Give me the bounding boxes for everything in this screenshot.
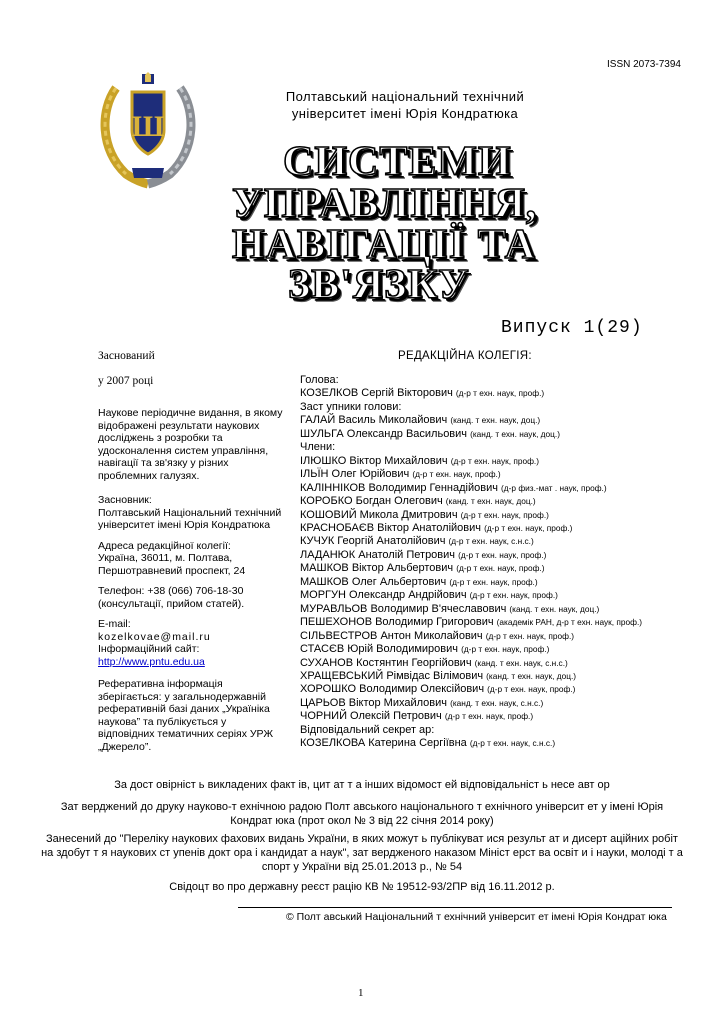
board-member-row bbox=[300, 482, 720, 495]
member-degree: (канд. т ехн. наук, доц.) bbox=[445, 496, 536, 507]
member-name: СТАСЄВ Юрій Володимирович bbox=[300, 643, 459, 656]
founder-text: Полтавський Національний технічний університет імені Юрія Кондратюка bbox=[98, 506, 282, 531]
member-name: СУХАНОВ Костянтин Георгійович bbox=[300, 656, 472, 669]
member-name: МОРГУН Олександр Андрійович bbox=[300, 589, 467, 602]
svg-text:Ш: Ш bbox=[131, 110, 165, 143]
head-label: Голова: bbox=[300, 374, 339, 386]
member-name: КОШОВИЙ Микола Дмитрович bbox=[300, 508, 458, 521]
journal-title-line3: НАВІГАЦІЇ ТА bbox=[232, 222, 536, 268]
member-name: ЦАРЬОВ Віктор Михайлович bbox=[300, 696, 447, 709]
reference-info: Реферативна інформація зберігається: у загальнодержавній реферативній базі даних „Україніка наукова” та публікується у відповідних тематичних серіях УРЖ „Джерело”. bbox=[98, 678, 274, 753]
page-number: 1 bbox=[358, 987, 364, 999]
member-degree: (д-р т ехн. наук, проф.) bbox=[444, 711, 534, 722]
member-name: ХРАЩЕВСЬКИЙ Рімвідас Вілімович bbox=[300, 669, 484, 682]
member-degree: (д-р т ехн. наук, проф.) bbox=[487, 684, 576, 695]
site-link[interactable]: http://www.pntu.edu.ua bbox=[98, 655, 205, 668]
member-name: ЧОРНИЙ Олексій Петрович bbox=[300, 710, 442, 723]
member-name: КРАСНОБАЄВ Віктор Анатолійович bbox=[300, 521, 482, 534]
address-text: Україна, 36011, м. Полтава, Першотравневий проспект, 24 bbox=[98, 552, 246, 577]
member-degree: (д-р т ехн. наук, проф.) bbox=[485, 630, 575, 641]
board-member-row bbox=[300, 683, 720, 696]
board-member-row bbox=[300, 697, 720, 710]
members-label: Члени: bbox=[300, 441, 336, 454]
member-degree: (д-р т ехн. наук, проф.) bbox=[455, 388, 545, 399]
university-name bbox=[250, 88, 560, 122]
member-degree: (д-р т ехн. наук, проф.) bbox=[460, 509, 549, 520]
address-label: Адреса редакційної колегії: bbox=[98, 539, 231, 552]
board-member-row bbox=[300, 562, 720, 575]
university-name-line1: Полтавський національний технічний bbox=[285, 89, 525, 104]
deputies-list bbox=[300, 414, 720, 441]
member-degree: (д-р т ехн. наук, проф.) bbox=[461, 644, 550, 655]
member-degree: (канд. т ехн. наук, доц.) bbox=[450, 415, 541, 426]
journal-description: Наукове періодичне видання, в якому відображені результати наукових досліджень з розробки та удосконалення систем управління, навігації та зв'язку у різних проблемних галузях. bbox=[98, 407, 283, 482]
member-name: ГАЛАЙ Василь Миколайович bbox=[300, 414, 448, 427]
member-name: КАЛІННІКОВ Володимир Геннадійович bbox=[300, 481, 498, 494]
university-name-line2: університет імені Юрія Кондратюка bbox=[291, 106, 519, 121]
left-info-column bbox=[98, 350, 283, 753]
journal-title-line2: УПРАВЛІННЯ, bbox=[232, 181, 538, 227]
issue-number: Випуск 1(29) bbox=[501, 318, 643, 338]
member-degree: (канд. т ехн. наук, с.н.с.) bbox=[450, 697, 544, 708]
member-degree: (д-р т ехн. наук, проф.) bbox=[450, 455, 539, 466]
board-member-row bbox=[300, 576, 720, 589]
issn-number: ISSN 2073-7394 bbox=[607, 59, 681, 70]
editorial-board-title: РЕДАКЦІЙНА КОЛЕГІЯ: bbox=[398, 350, 532, 362]
member-degree: (д-р т ехн. наук, с.н.с.) bbox=[448, 536, 534, 547]
member-name: ХОРОШКО Володимир Олексійович bbox=[300, 683, 485, 696]
deputies-label: Заст упники голови: bbox=[300, 400, 402, 413]
university-emblem bbox=[96, 70, 200, 190]
member-degree: (канд. т ехн. наук, с.н.с.) bbox=[474, 657, 568, 668]
board-member-row bbox=[300, 509, 720, 522]
email-address[interactable]: kozelkovae@mail.ru bbox=[98, 630, 211, 643]
board-member-row bbox=[300, 589, 720, 602]
registration-certificate: Свідоцт во про державну реєст рацію КВ № 19512-93/2ПР від 16.11.2012 р. bbox=[169, 881, 555, 893]
phone-text: Телефон: +38 (066) 706-18-30 (консультації, прийом статей). bbox=[98, 585, 245, 610]
board-member-row bbox=[300, 428, 720, 441]
board-member-row bbox=[300, 455, 720, 468]
editorial-board-list bbox=[300, 374, 720, 751]
footer-divider bbox=[238, 907, 672, 908]
member-degree: (д-р т ехн. наук, проф.) bbox=[469, 590, 558, 601]
member-name: КОРОБКО Богдан Олегович bbox=[300, 495, 443, 508]
board-member-row bbox=[300, 522, 720, 535]
member-name: КОЗЕЛКОВА Катерина Сергіївна bbox=[300, 737, 467, 750]
site-label: Інформаційний сайт: bbox=[98, 643, 200, 655]
board-member-row bbox=[300, 387, 720, 400]
journal-title-line4: ЗВ'ЯЗКУ bbox=[288, 262, 470, 308]
members-list bbox=[300, 455, 720, 724]
board-member-row bbox=[300, 737, 720, 750]
member-name: КУЧУК Георгій Анатолійович bbox=[300, 535, 446, 548]
member-name: МАШКОВ Віктор Альбертович bbox=[300, 562, 454, 575]
board-member-row bbox=[300, 643, 720, 656]
journal-title-line1: СИСТЕМИ bbox=[283, 139, 512, 185]
board-member-row bbox=[300, 549, 720, 562]
member-name: МАШКОВ Олег Альбертович bbox=[300, 575, 447, 588]
listing-note: Занесений до "Переліку наукових фахових видань України, в яких можут ь публікуват ися результ ат и дисерт аційних робіт на здобут т я наукових ст упенів докт ора і кандидат а наук", зат вердженого наказом Мініст ерст ва освіт и і науки, молоді т а спорт у України від 25.01.2013 р., № 54 bbox=[41, 833, 683, 873]
member-degree: (д-р т ехн. наук, проф.) bbox=[412, 469, 501, 480]
member-name: ІЛЮШКО Віктор Михайлович bbox=[300, 454, 448, 467]
member-name: ШУЛЬГА Олександр Васильович bbox=[300, 427, 468, 440]
board-member-row bbox=[300, 535, 720, 548]
member-degree: (д-р т ехн. наук, проф.) bbox=[484, 522, 573, 533]
member-name: ЛАДАНЮК Анатолій Петрович bbox=[300, 548, 456, 561]
board-member-row bbox=[300, 603, 720, 616]
member-degree: (канд. т ехн. наук, доц.) bbox=[509, 603, 600, 614]
board-member-row bbox=[300, 630, 720, 643]
member-name: СІЛЬВЕСТРОВ Антон Миколайович bbox=[300, 629, 483, 642]
approval-note: Зат верджений до друку науково-т ехнічною радою Полт авського національного т ехнічного університ ет у імені Юрія Кондрат юка (прот окол № 3 від 22 січня 2014 року) bbox=[60, 801, 664, 827]
member-degree: (канд. т ехн. наук, доц.) bbox=[470, 428, 560, 439]
email-label: E-mail: bbox=[98, 618, 131, 630]
board-member-row bbox=[300, 616, 720, 629]
board-member-row bbox=[300, 414, 720, 427]
board-member-row bbox=[300, 468, 720, 481]
founded-year: у 2007 році bbox=[98, 374, 154, 387]
member-degree: (д-р т ехн. наук, проф.) bbox=[456, 563, 545, 574]
copyright-notice: © Полт авський Національний т ехнічний університ ет імені Юрія Кондрат юка bbox=[286, 911, 667, 923]
member-name: МУРАВЛЬОВ Володимир В'ячеславович bbox=[300, 602, 507, 615]
founded-label: Заснований bbox=[98, 350, 155, 362]
member-degree: (канд. т ехн. наук, доц.) bbox=[486, 670, 577, 681]
board-member-row bbox=[300, 710, 720, 723]
board-member-row bbox=[300, 495, 720, 508]
responsibility-note: За дост овірніст ь викладених факт ів, цит ат т а інших відомост ей відповідальніст ь несе авт ор bbox=[114, 779, 610, 791]
board-member-row bbox=[300, 670, 720, 683]
member-name: КОЗЕЛКОВ Сергій Вікторович bbox=[300, 387, 453, 400]
member-degree: (д-р т ехн. наук, проф.) bbox=[449, 576, 538, 587]
member-name: ПЕШЕХОНОВ Володимир Григорович bbox=[300, 616, 494, 629]
member-degree: (академік РАН, д-р т ехн. наук, проф.) bbox=[496, 617, 643, 628]
member-degree: (д-р физ.-мат . наук, проф.) bbox=[501, 482, 607, 493]
secretary-label: Відповідальний секрет ар: bbox=[300, 723, 435, 736]
founder-label: Засновник: bbox=[98, 494, 152, 506]
board-member-row bbox=[300, 657, 720, 670]
member-degree: (д-р т ехн. наук, с.н.с.) bbox=[469, 738, 556, 749]
member-name: ІЛЬЇН Олег Юрійович bbox=[300, 468, 410, 481]
member-degree: (д-р т ехн. наук, проф.) bbox=[458, 549, 547, 560]
